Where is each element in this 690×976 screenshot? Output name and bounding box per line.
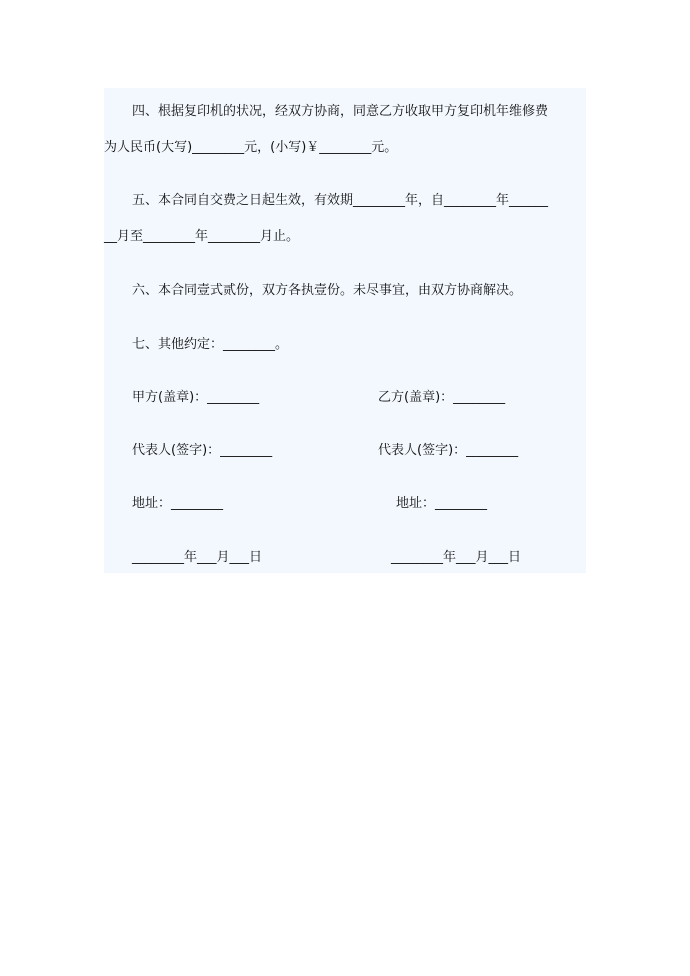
clause-4-line-1: 四、根据复印机的状况，经双方协商，同意乙方收取甲方复印机年维修费 xyxy=(132,104,549,119)
party-b-date: ________年___月___日 xyxy=(391,550,522,565)
party-a-representative: 代表人(签字)：________ xyxy=(132,443,273,458)
party-b-representative: 代表人(签字)：________ xyxy=(378,443,519,458)
clause-6: 六、本合同壹式贰份，双方各执壹份。未尽事宜，由双方协商解决。 xyxy=(132,283,523,298)
party-b-address: 地址：________ xyxy=(396,496,488,511)
clause-5-line-1: 五、本合同自交费之日起生效，有效期________年，自________年______ xyxy=(132,193,549,208)
party-a-address: 地址：________ xyxy=(132,496,224,511)
clause-5-line-2: __月至________年________月止。 xyxy=(104,229,300,244)
party-a-seal: 甲方(盖章)：________ xyxy=(132,390,260,405)
clause-4-line-2: 为人民币(大写)________元，(小写)￥________元。 xyxy=(104,140,398,155)
clause-7: 七、其他约定：________。 xyxy=(132,337,289,352)
party-b-seal: 乙方(盖章)：________ xyxy=(378,390,506,405)
party-a-date: ________年___月___日 xyxy=(132,550,263,565)
contract-content xyxy=(104,88,586,573)
